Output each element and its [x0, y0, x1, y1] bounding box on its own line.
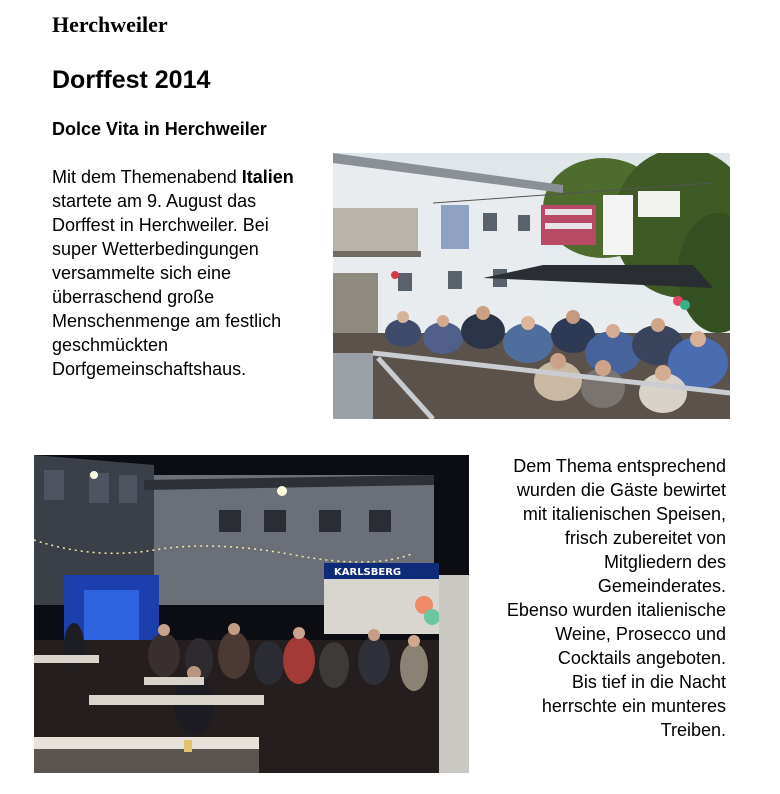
intro-line: versammelte sich eine — [52, 263, 232, 283]
town-name: Herchweiler — [52, 12, 168, 37]
intro-line-0 — [52, 165, 337, 189]
intro-line: Dorfgemeinschaftshaus. — [52, 359, 247, 379]
intro-line: geschmückten — [52, 335, 169, 355]
nighttime-festival-photo — [34, 455, 469, 773]
body-line: frisch zubereitet von — [564, 528, 726, 548]
body-line: herrschte ein munteres — [541, 696, 726, 716]
intro-line: überraschend große — [52, 287, 215, 307]
night-karlsberg-sign: KARLSBERG — [334, 567, 402, 578]
intro-line: startete am 9. August das — [52, 191, 257, 211]
highlight-italien: Italien — [241, 167, 294, 187]
daytime-festival-photo — [333, 153, 730, 419]
body-line: Mitgliedern des — [603, 552, 726, 572]
body-line: Bis tief in die Nacht — [571, 672, 726, 692]
intro-line: Menschenmenge am festlich — [52, 311, 282, 331]
body-line: Gemeinderates. — [597, 576, 726, 596]
body-line: Ebenso wurden italienische — [506, 600, 726, 620]
second-paragraph — [470, 454, 726, 742]
article-title: Dorffest 2014 — [52, 66, 211, 94]
body-line: Dem Thema entsprechend — [513, 456, 726, 476]
article-subtitle: Dolce Vita in Herchweiler — [52, 119, 267, 139]
intro-lead: Mit dem Themenabend — [52, 167, 242, 187]
body-line: mit italienischen Speisen, — [522, 504, 726, 524]
body-line: Cocktails angeboten. — [557, 648, 726, 668]
intro-paragraph — [52, 165, 337, 381]
body-line: Weine, Prosecco und — [555, 624, 726, 644]
intro-line: super Wetterbedingungen — [52, 239, 259, 259]
intro-line: Dorffest in Herchweiler. Bei — [52, 215, 269, 235]
body-line: wurden die Gäste bewirtet — [516, 480, 726, 500]
body-line: Treiben. — [660, 720, 726, 740]
